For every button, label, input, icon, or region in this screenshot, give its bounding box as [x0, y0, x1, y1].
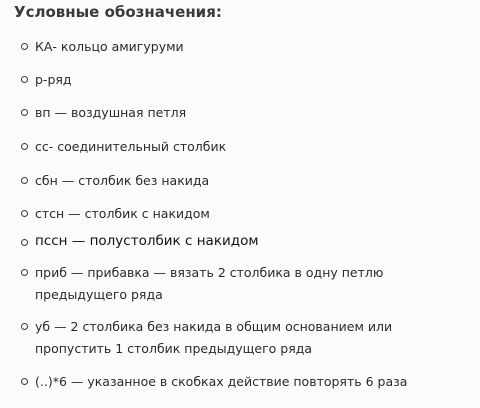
item-line: пссн — полустолбик с накидом [35, 233, 259, 249]
item-line: КА- кольцо амигуруми [35, 39, 184, 54]
circle-bullet-icon [21, 109, 28, 116]
circle-bullet-icon [21, 177, 28, 184]
circle-bullet-icon [21, 43, 28, 50]
item-line: вп — воздушная петля [35, 105, 187, 120]
item-line: сс- соединительный столбик [35, 139, 227, 154]
item-line: приб — прибавка — вязать 2 столбика в одну петлю [35, 265, 384, 280]
circle-bullet-icon [21, 323, 28, 330]
circle-bullet-icon [21, 269, 28, 276]
legend-title: Условные обозначения: [14, 3, 222, 21]
item-line: предыдущего ряда [35, 287, 163, 302]
circle-bullet-icon [21, 239, 28, 246]
item-line: стсн — столбик с накидом [35, 206, 210, 221]
circle-bullet-icon [21, 143, 28, 150]
item-line: пропустить 1 столбик предыдущего ряда [35, 341, 313, 356]
item-line: (..)*6 — указанное в скобках действие повторять 6 раза [35, 374, 408, 389]
item-line: уб — 2 столбика без накида в общим основанием или [35, 319, 393, 334]
circle-bullet-icon [21, 76, 28, 83]
item-line: р-ряд [35, 72, 72, 87]
circle-bullet-icon [21, 378, 28, 385]
item-line: сбн — столбик без накида [35, 173, 210, 188]
circle-bullet-icon [21, 210, 28, 217]
